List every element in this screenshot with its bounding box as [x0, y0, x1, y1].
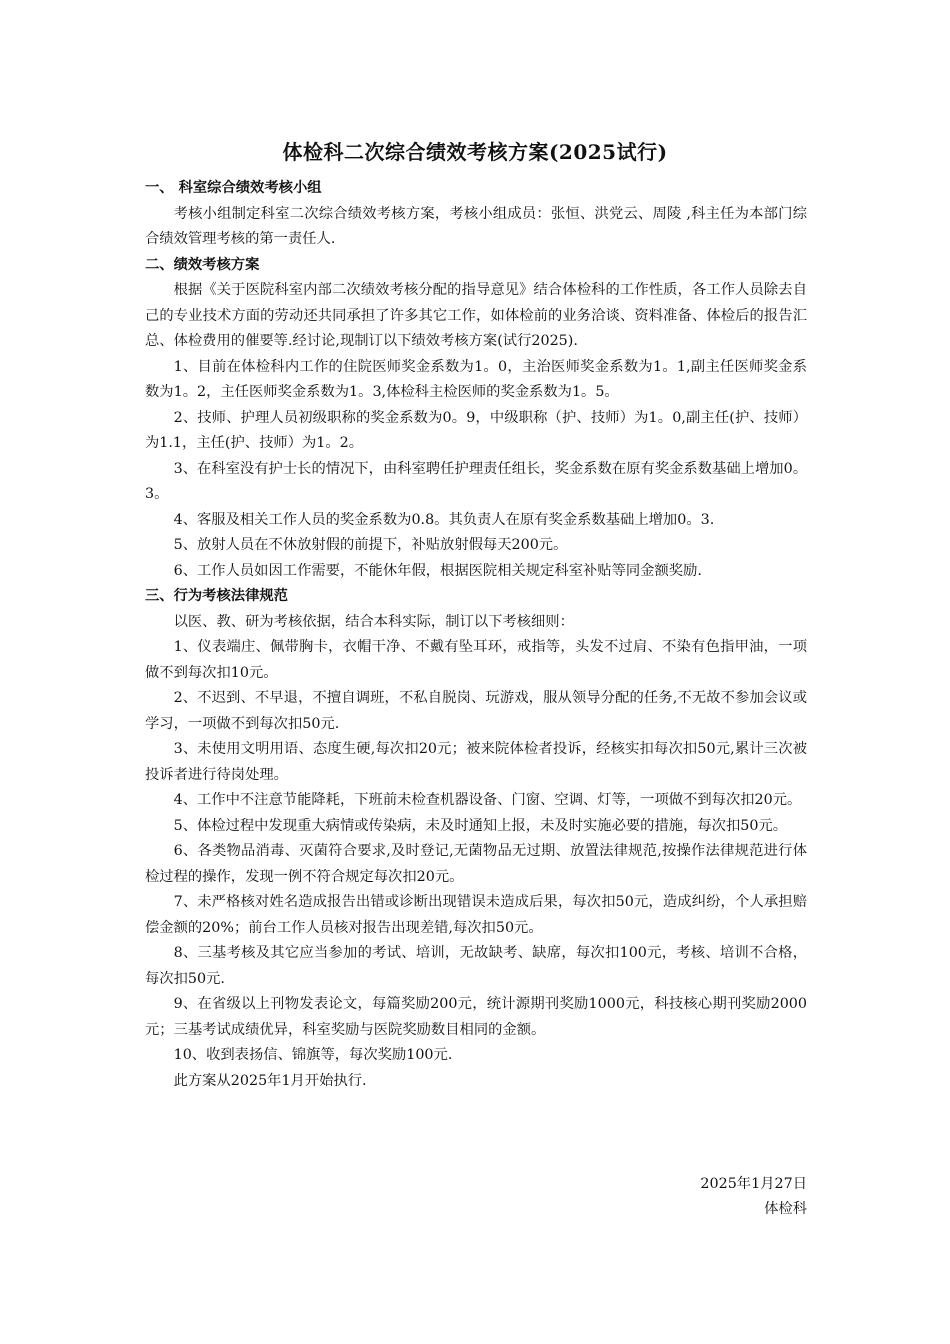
paragraph: 1、目前在体检科内工作的住院医师奖金系数为1。0，主治医师奖金系数为1。1,副主任医师奖金系数为1。2，主任医师奖金系数为1。3,体检科主检医师的奖金系数为1。5。	[145, 358, 807, 400]
page-title: 体检科二次综合绩效考核方案(2025试行)	[282, 140, 668, 164]
section-heading: 二、绩效考核方案	[145, 256, 260, 273]
paragraph: 以医、教、研为考核依据，结合本科实际，制订以下考核细则：	[173, 613, 574, 630]
section-heading: 三、行为考核法律规范	[145, 588, 288, 604]
paragraph: 4、工作中不注意节能降耗，下班前未检查机器设备、门窗、空调、灯等，一项做不到每次扣20元。	[173, 792, 802, 808]
paragraph: 7、未严格核对姓名造成报告出错或诊断出现错误未造成后果，每次扣50元，造成纠纷，个人承担赔偿金额的20%；前台工作人员核对报告出现差错,每次扣50元。	[145, 894, 807, 936]
paragraph: 2、不迟到、不早退，不擅自调班，不私自脱岗、玩游戏，服从领导分配的任务,不无故不参加会议或学习，一项做不到每次扣50元.	[145, 690, 807, 732]
paragraph: 5、放射人员在不休放射假的前提下，补贴放射假每天200元。	[173, 537, 568, 553]
paragraph: 2、技师、护理人员初级职称的奖金系数为0。9，中级职称（护、技师）为1。0,副主任(护、技师）为1.1，主任(护、技师）为1。2。	[145, 409, 807, 451]
paragraph: 8、三基考核及其它应当参加的考试、培训，无故缺考、缺席，每次扣100元，考核、培训不合格，每次扣50元.	[145, 945, 807, 987]
paragraph: 3、在科室没有护士长的情况下，由科室聘任护理责任组长，奖金系数在原有奖金系数基础上增加0。3。	[145, 460, 807, 502]
paragraph: 6、工作人员如因工作需要，不能休年假，根据医院相关规定科室补贴等同金额奖励.	[173, 562, 702, 579]
paragraph: 5、体检过程中发现重大病情或传染病，未及时通知上报，未及时实施必要的措施，每次扣50元。	[173, 817, 788, 834]
paragraph: 根据《关于医院科室内部二次绩效考核分配的指导意见》结合体检科的工作性质，各工作人员除去自己的专业技术方面的劳动还共同承担了许多其它工作，如体检前的业务洽谈、资料准备、体检后的报告汇总、体检费用的催要等.经讨论,现制订以下绩效考核方案(试行2025).	[145, 282, 807, 349]
paragraph: 6、各类物品消毒、灭菌符合要求,及时登记,无菌物品无过期、放置法律规范,按操作法律规范进行体检过程的操作，发现一例不符合规定每次扣20元。	[145, 843, 807, 885]
signature-date: 2025年1月27日	[700, 1176, 807, 1192]
paragraph: 9、在省级以上刊物发表论文，每篇奖励200元，统计源期刊奖励1000元，科技核心期刊奖励2000元；三基考试成绩优异，科室奖励与医院奖励数目相同的金额。	[145, 996, 807, 1038]
paragraph: 3、未使用文明用语、态度生硬,每次扣20元；被来院体检者投诉，经核实扣每次扣50元,累计三次被投诉者进行待岗处理。	[145, 741, 807, 783]
paragraph: 1、仪表端庄、佩带胸卡，衣帽干净、不戴有坠耳环，戒指等，头发不过肩、不染有色指甲油，一项做不到每次扣10元。	[145, 639, 807, 681]
section-heading: 一、 科室综合绩效考核小组	[145, 180, 322, 196]
paragraph: 此方案从2025年1月开始执行.	[173, 1072, 367, 1089]
signature-department: 体检科	[764, 1201, 807, 1217]
paragraph: 考核小组制定科室二次综合绩效考核方案，考核小组成员：张恒、洪党云、周陵 ,科主任为本部门综合绩效管理考核的第一责任人.	[145, 205, 807, 247]
paragraph: 10、收到表扬信、锦旗等，每次奖励100元.	[173, 1047, 453, 1063]
document-body	[145, 176, 807, 1094]
paragraph: 4、客服及相关工作人员的奖金系数为0.8。其负责人在原有奖金系数基础上增加0。3.	[173, 511, 715, 528]
